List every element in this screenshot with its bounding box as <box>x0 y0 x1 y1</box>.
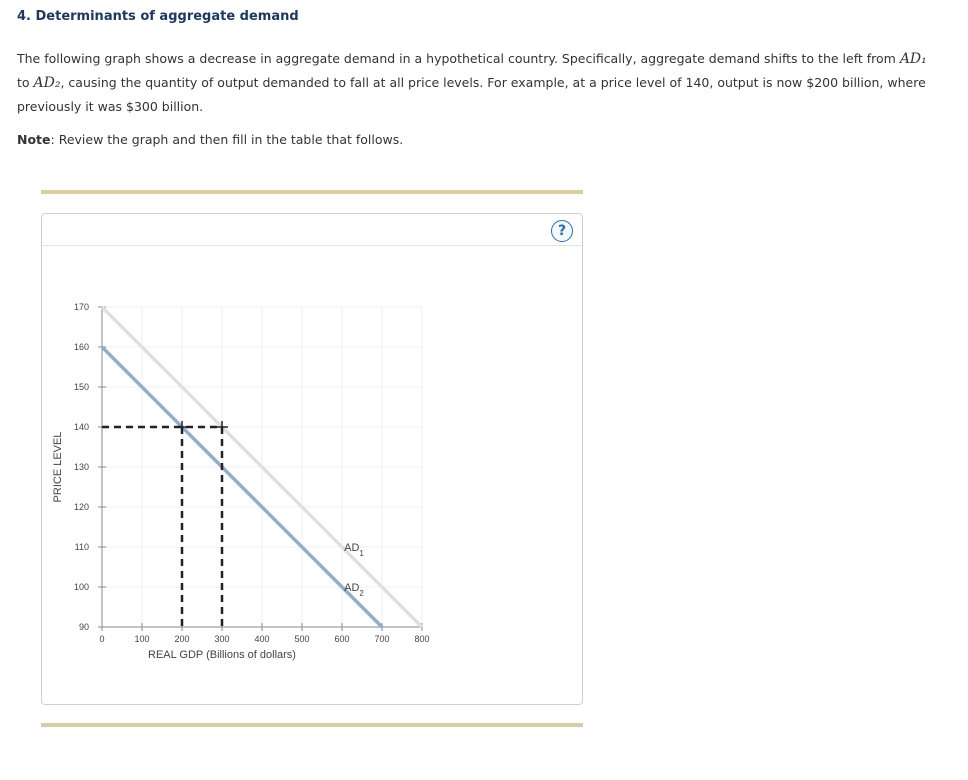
y-tick-label: 140 <box>73 422 89 432</box>
curve-label-ad1 <box>344 542 364 558</box>
x-tick-label: 700 <box>374 634 390 644</box>
x-tick-label: 300 <box>214 634 230 644</box>
graph-panel-header <box>42 214 582 246</box>
y-tick-label: 110 <box>74 542 89 552</box>
help-icon[interactable]: ? <box>551 220 573 242</box>
x-tick-label: 600 <box>334 634 350 644</box>
ad-chart <box>42 246 582 704</box>
y-axis-label: PRICE LEVEL <box>52 431 64 503</box>
y-tick-label: 160 <box>73 342 89 352</box>
curve-label-main: AD <box>344 542 360 554</box>
curve-label-ad2 <box>344 582 364 598</box>
y-tick-label: 170 <box>73 302 89 312</box>
question-text-part-3: , causing the quantity of output demanded to fall at all price levels. For example, at a price level of 140, output is now $200 billion, where previously it was $300 billion. <box>17 75 926 114</box>
y-tick-label: 100 <box>73 582 89 592</box>
y-tick-label: 150 <box>73 382 89 392</box>
question-title: 4. Determinants of aggregate demand <box>17 9 299 24</box>
curve-label-subscript: 2 <box>359 589 364 598</box>
question-text-part-2: to <box>17 75 34 90</box>
x-tick-label: 0 <box>99 634 105 644</box>
note-line <box>17 132 403 147</box>
ad2-math: AD₂ <box>33 75 61 91</box>
question-text-part-1: The following graph shows a decrease in aggregate demand in a hypothetical country. Specifically, aggregate demand shifts to the left from <box>17 51 900 66</box>
note-text: : Review the graph and then fill in the table that follows. <box>50 132 404 147</box>
ad1-math: AD₁ <box>899 51 927 67</box>
question-text <box>17 47 927 119</box>
bottom-divider <box>41 723 583 727</box>
x-tick-label: 400 <box>254 634 270 644</box>
series-line-ad2 <box>102 347 382 627</box>
x-tick-label: 800 <box>414 634 430 644</box>
curve-label-subscript: 1 <box>359 549 364 558</box>
x-axis-label: REAL GDP (Billions of dollars) <box>148 649 296 661</box>
curve-label-main: AD <box>344 582 360 594</box>
x-tick-label: 500 <box>294 634 310 644</box>
graph-panel <box>41 213 583 705</box>
note-label: Note <box>17 132 51 147</box>
top-divider <box>41 190 583 194</box>
y-tick-label: 120 <box>73 502 89 512</box>
y-tick-label: 130 <box>73 462 89 472</box>
y-tick-label: 90 <box>78 622 89 632</box>
x-tick-label: 100 <box>134 634 150 644</box>
x-tick-label: 200 <box>174 634 190 644</box>
